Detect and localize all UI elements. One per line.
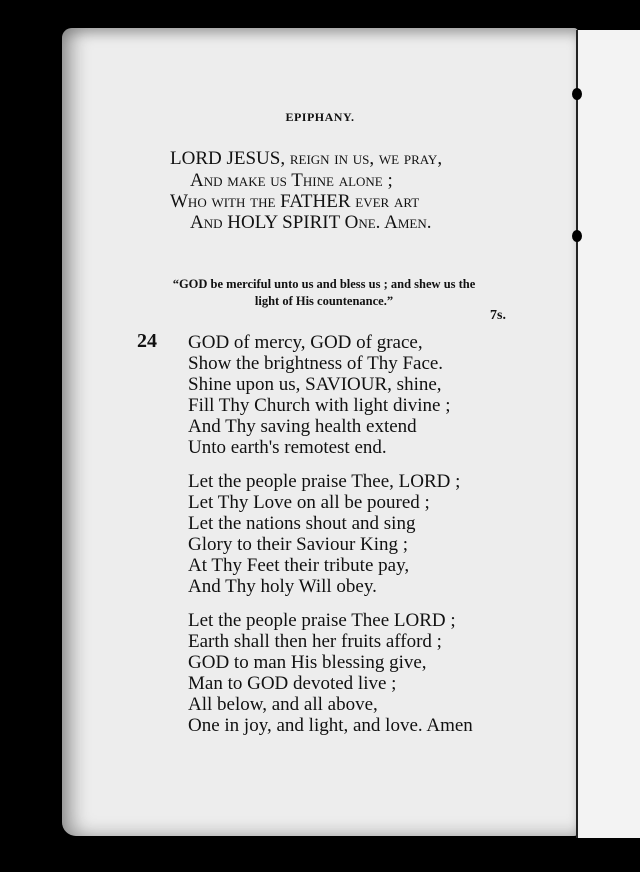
- stanza-line: Let Thy Love on all be poured ;: [188, 492, 430, 513]
- stanza-line: Let the people praise Thee, LORD ;: [188, 471, 461, 492]
- stanza-line: And Thy saving health extend: [188, 416, 417, 437]
- binding-mark: [572, 230, 582, 242]
- stanza-line: GOD to man His blessing give,: [188, 652, 427, 673]
- stanza-line: Fill Thy Church with light divine ;: [188, 395, 451, 416]
- hymn-meter: 7s.: [490, 308, 506, 323]
- stanza-line: Glory to their Saviour King ;: [188, 534, 409, 555]
- verse-line: LORD JESUS, reign in us, we pray,: [170, 148, 443, 169]
- stanza-line: One in joy, and light, and love. Amen: [188, 715, 473, 736]
- stanza-line: Let the people praise Thee LORD ;: [188, 610, 456, 631]
- stanza-line: Show the brightness of Thy Face.: [188, 353, 444, 374]
- stanza-line: GOD of mercy, GOD of grace,: [188, 332, 423, 353]
- stanza-line: Man to GOD devoted live ;: [188, 673, 397, 694]
- scripture-epigraph: [128, 276, 520, 310]
- binding-mark: [572, 88, 582, 100]
- stanza-line: Earth shall then her fruits afford ;: [188, 631, 442, 652]
- hymn-number: 24: [137, 330, 157, 352]
- adjacent-page-edge: [576, 30, 640, 838]
- stanza-line: And Thy holy Will obey.: [188, 576, 377, 597]
- stanza-line: At Thy Feet their tribute pay,: [188, 555, 410, 576]
- stanza-line: Unto earth's remotest end.: [188, 437, 387, 458]
- stanza-line: Shine upon us, SAVIOUR, shine,: [188, 374, 442, 395]
- verse-line: And HOLY SPIRIT One. Amen.: [190, 212, 432, 233]
- epigraph-line: light of His countenance.”: [254, 294, 394, 308]
- page-header: EPIPHANY.: [285, 110, 355, 124]
- stanza-line: All below, and all above,: [188, 694, 378, 715]
- stanza-line: Let the nations shout and sing: [188, 513, 416, 534]
- epigraph-line: “GOD be merciful unto us and bless us ; and shew us the: [172, 277, 476, 291]
- verse-line: Who with the FATHER ever art: [170, 191, 420, 212]
- verse-line: And make us Thine alone ;: [190, 170, 393, 191]
